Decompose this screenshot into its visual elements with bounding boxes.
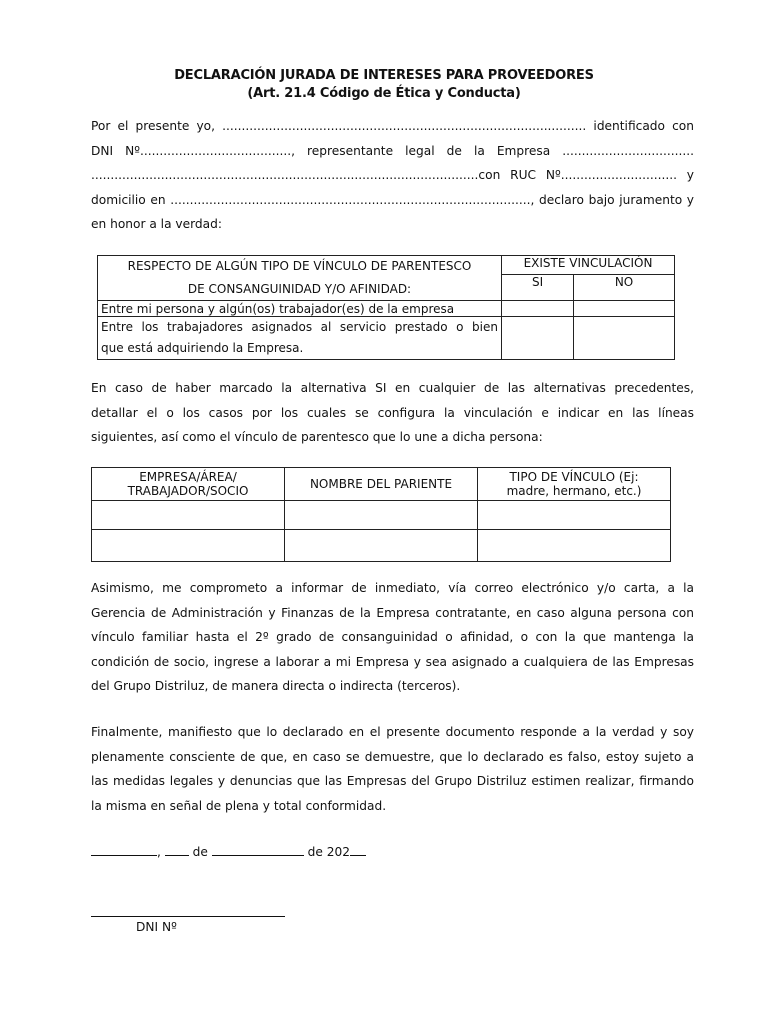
relatives-cell[interactable]: [285, 530, 478, 562]
dni-label: DNI Nº: [136, 920, 177, 934]
intro-line: DNI Nº......................................., representante legal de la Empresa ..................................: [91, 143, 694, 158]
tipo-vinculo-header: [478, 468, 671, 501]
document-title: DECLARACIÓN JURADA DE INTERESES PARA PROVEEDORES: [174, 68, 594, 83]
relatives-cell[interactable]: [478, 530, 671, 562]
detail-line: detallar el o los casos por los cuales se configura la vinculación e indicar en las líneas: [91, 405, 694, 420]
intro-line: domicilio en ............................................................................................., declaro bajo juramento y: [91, 192, 694, 207]
relatives-cell[interactable]: [478, 501, 671, 530]
commitment-line: condición de socio, ingrese a laborar a mi Empresa y sea asignado a cualquiera de las Empresas: [91, 654, 694, 669]
tipo-vinculo-header-line2: madre, hermano, etc.): [506, 484, 642, 498]
kinship-table: [97, 255, 675, 360]
commitment-line: Asimismo, me comprometo a informar de inmediato, vía correo electrónico y/o carta, a la: [91, 581, 694, 595]
date-line: [91, 843, 366, 859]
closing-line: Finalmente, manifiesto que lo declarado en el presente documento responde a la verdad y soy: [91, 725, 694, 739]
kinship-row-1-label: Entre mi persona y algún(os) trabajador(es) de la empresa: [98, 301, 502, 317]
relatives-cell[interactable]: [285, 501, 478, 530]
year-blank[interactable]: [350, 843, 366, 856]
closing-line: las medidas legales y denuncias que las Empresas del Grupo Distriluz estimen realizar, firmando: [91, 774, 694, 788]
commitment-paragraph: [91, 576, 694, 699]
month-blank[interactable]: [212, 843, 304, 856]
document-subtitle: (Art. 21.4 Código de Ética y Conducta): [247, 86, 521, 101]
intro-line: en honor a la verdad:: [91, 217, 222, 231]
intro-paragraph: [91, 114, 694, 237]
detail-line: siguientes, así como el vínculo de parentesco que lo une a dicha persona:: [91, 430, 543, 444]
kinship-header-line1: RESPECTO DE ALGÚN TIPO DE VÍNCULO DE PARENTESCO: [127, 259, 472, 273]
commitment-line: vínculo familiar hasta el 2º grado de consanguinidad o afinidad, o con la que mantenga la: [91, 630, 694, 644]
empresa-area-header-line1: EMPRESA/ÁREA/: [139, 470, 237, 484]
tipo-vinculo-header-line1: TIPO DE VÍNCULO (Ej:: [509, 470, 639, 484]
closing-paragraph: [91, 720, 694, 818]
nombre-pariente-header: NOMBRE DEL PARIENTE: [285, 468, 478, 501]
day-blank[interactable]: [165, 843, 189, 856]
commitment-line: del Grupo Distriluz, de manera directa o indirecta (terceros).: [91, 679, 461, 693]
closing-line: plenamente consciente de que, en caso se demuestre, que lo declarado es falso, estoy sujeto a: [91, 749, 694, 764]
date-de-label: de: [192, 845, 208, 859]
place-blank[interactable]: [91, 843, 157, 856]
kinship-row-2-si-cell[interactable]: [502, 317, 574, 360]
intro-line: Por el presente yo, .............................................................................................. identificado con: [91, 119, 694, 133]
kinship-row-2-line1: Entre los trabajadores asignados al servicio prestado o bien: [101, 320, 498, 334]
kinship-header-cell: [98, 256, 502, 301]
relatives-cell[interactable]: [92, 501, 285, 530]
existe-vinculacion-header: EXISTE VINCULACIÓN: [502, 256, 675, 275]
kinship-header-line2: DE CONSANGUINIDAD Y/O AFINIDAD:: [187, 282, 412, 296]
commitment-line: Gerencia de Administración y Finanzas de la Empresa contratante, en caso alguna persona con: [91, 605, 694, 620]
signature-line[interactable]: [91, 916, 285, 917]
no-column-header: NO: [574, 274, 675, 300]
intro-line: ....................................................................................................con RUC Nº.............................. y: [91, 168, 694, 182]
detail-instructions: [91, 376, 694, 450]
relatives-cell[interactable]: [92, 530, 285, 562]
date-comma: ,: [157, 845, 161, 859]
empresa-area-header: [92, 468, 285, 501]
kinship-row-1-si-cell[interactable]: [502, 301, 574, 317]
kinship-row-2-label: [98, 317, 502, 360]
si-column-header: SI: [502, 274, 574, 300]
kinship-row-2-no-cell[interactable]: [574, 317, 675, 360]
closing-line: la misma en señal de plena y total conformidad.: [91, 798, 387, 813]
detail-line: En caso de haber marcado la alternativa SI en cualquier de las alternativas precedentes,: [91, 381, 694, 395]
date-year-label: de 202: [307, 845, 350, 859]
kinship-row-1-no-cell[interactable]: [574, 301, 675, 317]
relatives-table: [91, 467, 671, 562]
empresa-area-header-line2: TRABAJADOR/SOCIO: [127, 484, 249, 498]
kinship-row-2-line2: que está adquiriendo la Empresa.: [101, 341, 304, 355]
